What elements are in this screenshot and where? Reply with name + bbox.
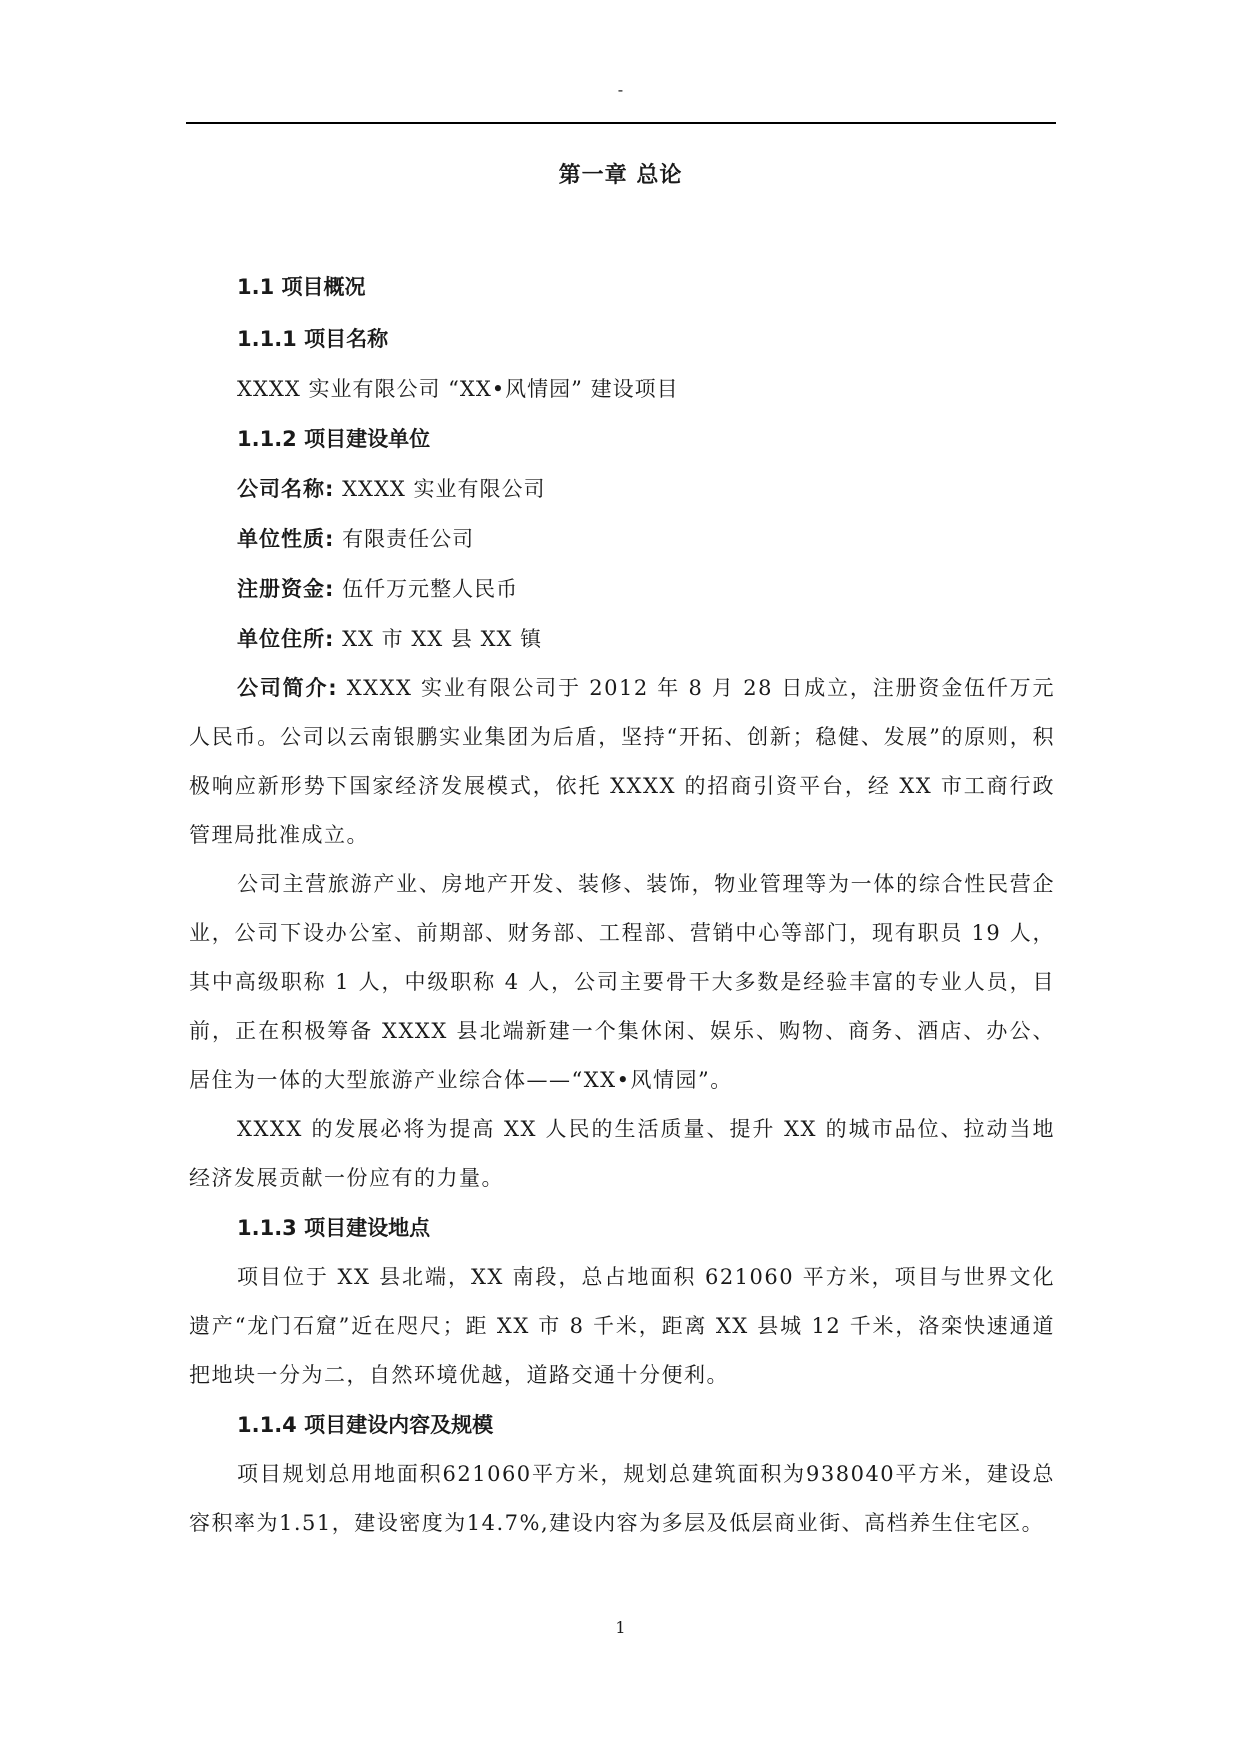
header-rule xyxy=(186,122,1056,124)
field-label: 公司简介: xyxy=(237,676,339,700)
field-unit-type xyxy=(189,514,1055,564)
field-registered-capital xyxy=(189,564,1055,614)
header-mark: - xyxy=(617,80,624,99)
company-intro xyxy=(189,664,1055,860)
field-label: 注册资金: xyxy=(237,577,335,601)
chapter-title: 第一章 总论 xyxy=(558,163,683,188)
field-value: 有限责任公司 xyxy=(334,527,475,551)
field-label: 公司名称: xyxy=(237,477,335,501)
field-label: 单位性质: xyxy=(237,527,335,551)
project-name: XXXX 实业有限公司 “XX•风情园” 建设项目 xyxy=(237,377,679,401)
field-label: 单位住所: xyxy=(237,627,335,651)
heading-1-1-3: 1.1.3 项目建设地点 xyxy=(237,1216,431,1240)
field-value: XXXX 实业有限公司 xyxy=(334,477,546,501)
heading-1-1-1: 1.1.1 项目名称 xyxy=(237,327,389,351)
field-address xyxy=(189,614,1055,664)
company-paragraph: 公司主营旅游产业、房地产开发、装修、装饰，物业管理等为一体的综合性民营企业，公司下设办公室、前期部、财务部、工程部、营销中心等部门，现有职员 19 人，其中高级职称 1 人，中级职称 4 人，公司主要骨干大多数是经验丰富的专业人员，目前，正在积极筹备 XXXX 县北端新建一个集休闲、娱乐、购物、商务、酒店、办公、居住为一体的大型旅游产业综合体——“XX•风情园”。 xyxy=(189,872,1055,1092)
location-paragraph: 项目位于 XX 县北端，XX 南段，总占地面积 621060 平方米，项目与世界文化遗产“龙门石窟”近在咫尺；距 XX 市 8 千米，距离 XX 县城 12 千米，洛栾快速通道把地块一分为二，自然环境优越，道路交通十分便利。 xyxy=(189,1265,1055,1387)
scale-paragraph: 项目规划总用地面积621060平方米，规划总建筑面积为938040平方米，建设总容积率为1.51，建设密度为14.7%,建设内容为多层及低层商业街、高档养生住宅区。 xyxy=(189,1462,1055,1535)
company-paragraph: XXXX 的发展必将为提高 XX 人民的生活质量、提升 XX 的城市品位、拉动当地经济发展贡献一份应有的力量。 xyxy=(189,1117,1055,1190)
intro-text: XXXX 实业有限公司于 2012 年 8 月 28 日成立，注册资金伍仟万元人民币。公司以云南银鹏实业集团为后盾，坚持“开拓、创新；稳健、发展”的原则，积极响应新形势下国家经济发展模式，依托 XXXX 的招商引资平台，经 XX 市工商行政管理局批准成立。 xyxy=(189,676,1055,847)
section-heading-1-1: 1.1 项目概况 xyxy=(237,275,366,299)
page-number: 1 xyxy=(615,1618,626,1637)
field-value: XX 市 XX 县 XX 镇 xyxy=(334,627,543,651)
field-company-name xyxy=(189,464,1055,514)
field-value: 伍仟万元整人民币 xyxy=(334,577,519,601)
document-body xyxy=(189,262,1055,1548)
heading-1-1-2: 1.1.2 项目建设单位 xyxy=(237,427,431,451)
heading-1-1-4: 1.1.4 项目建设内容及规模 xyxy=(237,1413,494,1437)
